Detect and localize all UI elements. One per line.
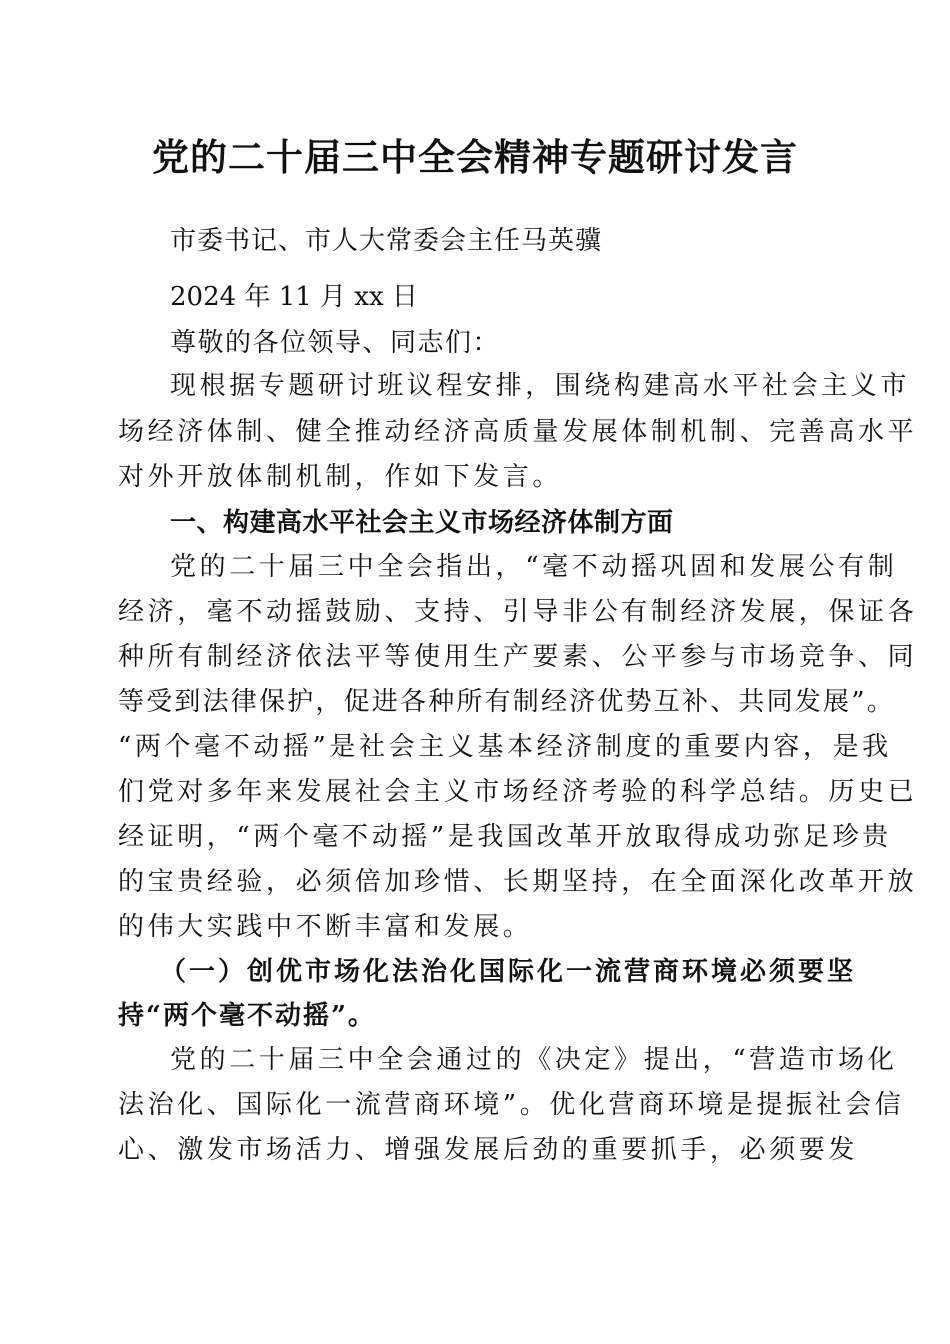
date-line: 2024 年 11 月 xx 日: [170, 282, 418, 312]
section1-line-7: 经证明，“两个毫不动摇”是我国改革开放取得成功弥足珍贵: [118, 822, 892, 852]
subsection1-line-1: 党的二十届三中全会通过的《决定》提出，“营造市场化: [170, 1045, 898, 1075]
section1-line-3: 种所有制经济依法平等使用生产要素、公平参与市场竞争、同: [118, 642, 918, 672]
section1-line-9: 的伟大实践中不断丰富和发展。: [118, 912, 533, 942]
intro-line-1: 现根据专题研讨班议程安排，围绕构建高水平社会主义市: [170, 371, 911, 401]
section-heading-1: 一、构建高水平社会主义市场经济体制方面: [170, 508, 674, 538]
subsection1-line-3: 心、激发市场活力、增强发展后劲的重要抓手，必须要发: [118, 1135, 859, 1165]
section1-line-2: 经济，毫不动摇鼓励、支持、引导非公有制经济发展，保证各: [118, 597, 918, 627]
salutation: 尊敬的各位领导、同志们：: [170, 328, 501, 358]
section1-line-6: 们党对多年来发展社会主义市场经济考验的科学总结。历史已: [118, 777, 918, 807]
document-title: 党的二十届三中全会精神专题研讨发言: [152, 135, 798, 179]
intro-line-3: 对外开放体制机制，作如下发言。: [118, 462, 563, 492]
subsection-heading-1-line-1: （一）创优市场化法治化国际化一流营商环境必须要坚: [160, 957, 857, 987]
section1-line-4: 等受到法律保护，促进各种所有制经济优势互补、共同发展”。: [118, 687, 895, 717]
section1-line-1: 党的二十届三中全会指出，“毫不动摇巩固和发展公有制: [170, 552, 898, 582]
section1-line-5: “两个毫不动摇”是社会主义基本经济制度的重要内容，是我: [118, 732, 892, 762]
subsection1-line-2: 法治化、国际化一流营商环境”。优化营商环境是提振社会信: [118, 1090, 905, 1120]
intro-line-2: 场经济体制、健全推动经济高质量发展体制机制、完善高水平: [118, 417, 918, 447]
subsection-heading-1-line-2: 持“两个毫不动摇”。: [118, 1001, 376, 1031]
section1-line-8: 的宝贵经验，必须倍加珍惜、长期坚持，在全面深化改革开放: [118, 867, 918, 897]
author-line: 市委书记、市人大常委会主任马英骥: [170, 226, 603, 256]
